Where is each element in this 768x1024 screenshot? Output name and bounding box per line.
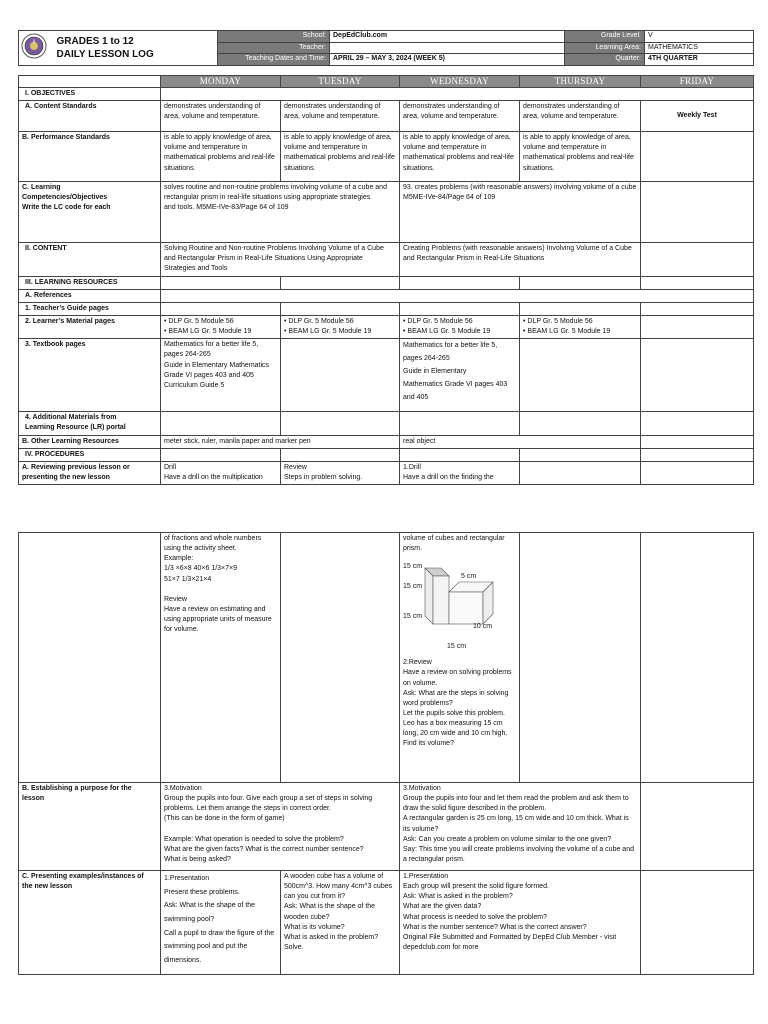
review-tue: Review Steps in problem solving. (281, 461, 400, 484)
fig-label-top: 15 cm (403, 563, 423, 571)
grade-value: V (645, 31, 754, 43)
title-line1: GRADES 1 to 12 (56, 36, 134, 47)
resources-label: III. LEARNING RESOURCES (19, 276, 161, 289)
lm-thu: • DLP Gr. 5 Module 56 • BEAM LG Gr. 5 Module 19 (520, 315, 641, 338)
fig-label-depth: 5 cm (461, 573, 477, 581)
log-title (53, 31, 218, 66)
other-wed-thu: real object (400, 435, 641, 448)
competencies-mon-tue: solves routine and non-routine problems involving volume of a cube and rectangular prism in real-life situations using appropriate strategies and tools. M5ME-IVe-83/Page 64 of 109 (161, 182, 400, 243)
quarter-label: Quarter: (565, 54, 645, 66)
content-mon-tue: Solving Routine and Non-routine Problems Involving Volume of a Cube and Rectangular Prism in Real-Life Situations Using Appropriate Strategies and Tools (161, 243, 400, 276)
dates-label: Teaching Dates and Time: (218, 54, 330, 66)
lm-wed: • DLP Gr. 5 Module 56 • BEAM LG Gr. 5 Module 19 (400, 315, 520, 338)
cube-figure (403, 558, 516, 658)
lm-tue: • DLP Gr. 5 Module 56 • BEAM LG Gr. 5 Module 19 (281, 315, 400, 338)
day-friday: FRIDAY (641, 76, 754, 88)
content-wed-thu: Creating Problems (with reasonable answers) Involving Volume of a Cube and Rectangular Prism in Real-Life Situations (400, 243, 641, 276)
review-wed-bottom: 2.Review Have a review on solving problems on volume. Ask: What are the steps in solving word problems? Let the pupils solve this problem. Leo has a box measuring 15 cm long, 20 cm wide and 10 cm high. Find its volume? (403, 659, 512, 748)
review-wed-continued (400, 533, 520, 783)
dates-value: APRIL 29 – MAY 3, 2024 (WEEK 5) (330, 54, 565, 66)
lesson-log-table-page1 (18, 75, 754, 485)
day-tuesday: TUESDAY (281, 76, 400, 88)
review-mon-continued: of fractions and whole numbers using the activity sheet. Example: 1/3 ×6×8 40×6 1/3×7×9 51×7 1/3×21×4 Review Have a review on estimating and using appropriate units of measure for volume. (161, 533, 281, 783)
deped-seal-icon (21, 33, 47, 59)
school-label: School: (218, 31, 330, 43)
present-tue: A wooden cube has a volume of 500cm^3. How many 4cm^3 cubes can you cut from it? Ask: What is the shape of the wooden cube? What is its volume? What is asked in the problem? Solve. (281, 871, 400, 975)
title-line2: DAILY LESSON LOG (56, 49, 154, 60)
grade-label: Grade Level: (565, 31, 645, 43)
present-wed-thu: 1.Presentation Each group will present the solid figure formed. Ask: What is asked in the problem? What are the given data? What process is needed to solve the problem? What is the number sentence? What is the correct answer? Original File Submitted and Formatted by DepEd Club Member - visit depedclub.com for more (400, 871, 641, 975)
performance-mon: is able to apply knowledge of area, volume and temperature in mathematical problems and real-life situations. (161, 132, 281, 182)
fig-label-width: 10 cm (473, 623, 493, 631)
fig-label-length: 15 cm (447, 643, 467, 651)
competencies-label: C. Learning Competencies/Objectives Write the LC code for each (19, 182, 161, 243)
fig-label-low: 15 cm (403, 613, 423, 621)
teacher-value (330, 42, 565, 54)
content-standards-mon: demonstrates understanding of area, volume and temperature. (161, 101, 281, 132)
performance-thu: is able to apply knowledge of area, volume and temperature in mathematical problems and real-life situations. (520, 132, 641, 182)
other-resources-label: B. Other Learning Resources (19, 435, 161, 448)
area-label: Learning Area: (565, 42, 645, 54)
content-standards-label: A. Content Standards (19, 101, 161, 132)
seal-cell (19, 31, 53, 66)
tb-label: 3. Textbook pages (19, 339, 161, 412)
area-value: MATHEMATICS (645, 42, 754, 54)
additional-materials-label: 4. Additional Materials from Learning Resource (LR) portal (19, 412, 161, 435)
content-standards-tue: demonstrates understanding of area, volume and temperature. (281, 101, 400, 132)
review-label: A. Reviewing previous lesson or presenting the new lesson (19, 461, 161, 484)
content-standards-wed: demonstrates understanding of area, volume and temperature. (400, 101, 520, 132)
content-standards-thu: demonstrates understanding of area, volume and temperature. (520, 101, 641, 132)
school-value: DepEdClub.com (330, 31, 565, 43)
review-mon: Drill Have a drill on the multiplication (161, 461, 281, 484)
lesson-log-table-page2 (18, 532, 754, 975)
other-mon-tue: meter stick, ruler, manila paper and marker pen (161, 435, 400, 448)
references-label: A. References (19, 289, 161, 302)
review-wed-top: volume of cubes and rectangular prism. (403, 535, 505, 553)
purpose-mon-tue: 3.Motivation Group the pupils into four. Give each group a set of steps in solving problems. Let them arrange the steps in correct order. (This can be done in the form of game) Example: What operation is needed to solve the problem? What are the given facts? What is the correct number sentence? What is being asked? (161, 783, 400, 871)
review-wed: 1.Drill Have a drill on the finding the (400, 461, 520, 484)
tg-label: 1. Teacher’s Guide pages (19, 302, 161, 315)
tb-wed: Mathematics for a better life 5, pages 264-265 Guide in Elementary Mathematics Grade VI pages 403 and 405 (400, 339, 520, 412)
purpose-label: B. Establishing a purpose for the lesson (19, 783, 161, 871)
performance-tue: is able to apply knowledge of area, volume and temperature in mathematical problems and real-life situations. (281, 132, 400, 182)
lm-mon: • DLP Gr. 5 Module 56 • BEAM LG Gr. 5 Module 19 (161, 315, 281, 338)
performance-wed: is able to apply knowledge of area, volume and temperature in mathematical problems and real-life situations. (400, 132, 520, 182)
present-mon: 1.Presentation Present these problems. Ask: What is the shape of the swimming pool? Call a pupil to draw the figure of the swimming pool and put the dimensions. (161, 871, 281, 975)
tb-mon: Mathematics for a better life 5, pages 264-265 Guide in Elementary Mathematics Grade VI pages 403 and 405 Curriculum Guide 5 (161, 339, 281, 412)
header-table (18, 30, 754, 66)
procedures-label: IV. PROCEDURES (19, 448, 161, 461)
quarter-value: 4TH QUARTER (645, 54, 754, 66)
performance-label: B. Performance Standards (19, 132, 161, 182)
weekly-test: Weekly Test (641, 101, 754, 132)
day-header-row (19, 76, 754, 88)
objectives-label: I. OBJECTIVES (19, 88, 161, 101)
purpose-wed-thu: 3.Motivation Group the pupils into four and let them read the problem and ask them to draw the solid figure described in the problem. A rectangular garden is 25 cm long, 15 cm wide and 10 cm thick. What is its volume? Ask: Can you create a problem on volume similar to the one given? Say: This time you will create problems involving the volume of a cube and a rectangular prism. (400, 783, 641, 871)
day-thursday: THURSDAY (520, 76, 641, 88)
lm-label: 2. Learner’s Material pages (19, 315, 161, 338)
teacher-label: Teacher: (218, 42, 330, 54)
day-wednesday: WEDNESDAY (400, 76, 520, 88)
fig-label-mid: 15 cm (403, 583, 423, 591)
presenting-label: C. Presenting examples/instances of the new lesson (19, 871, 161, 975)
content-label: II. CONTENT (19, 243, 161, 276)
competencies-wed-thu: 93. creates problems (with reasonable answers) involving volume of a cube M5ME-IVe-84/Page 64 of 109 (400, 182, 641, 243)
day-monday: MONDAY (161, 76, 281, 88)
